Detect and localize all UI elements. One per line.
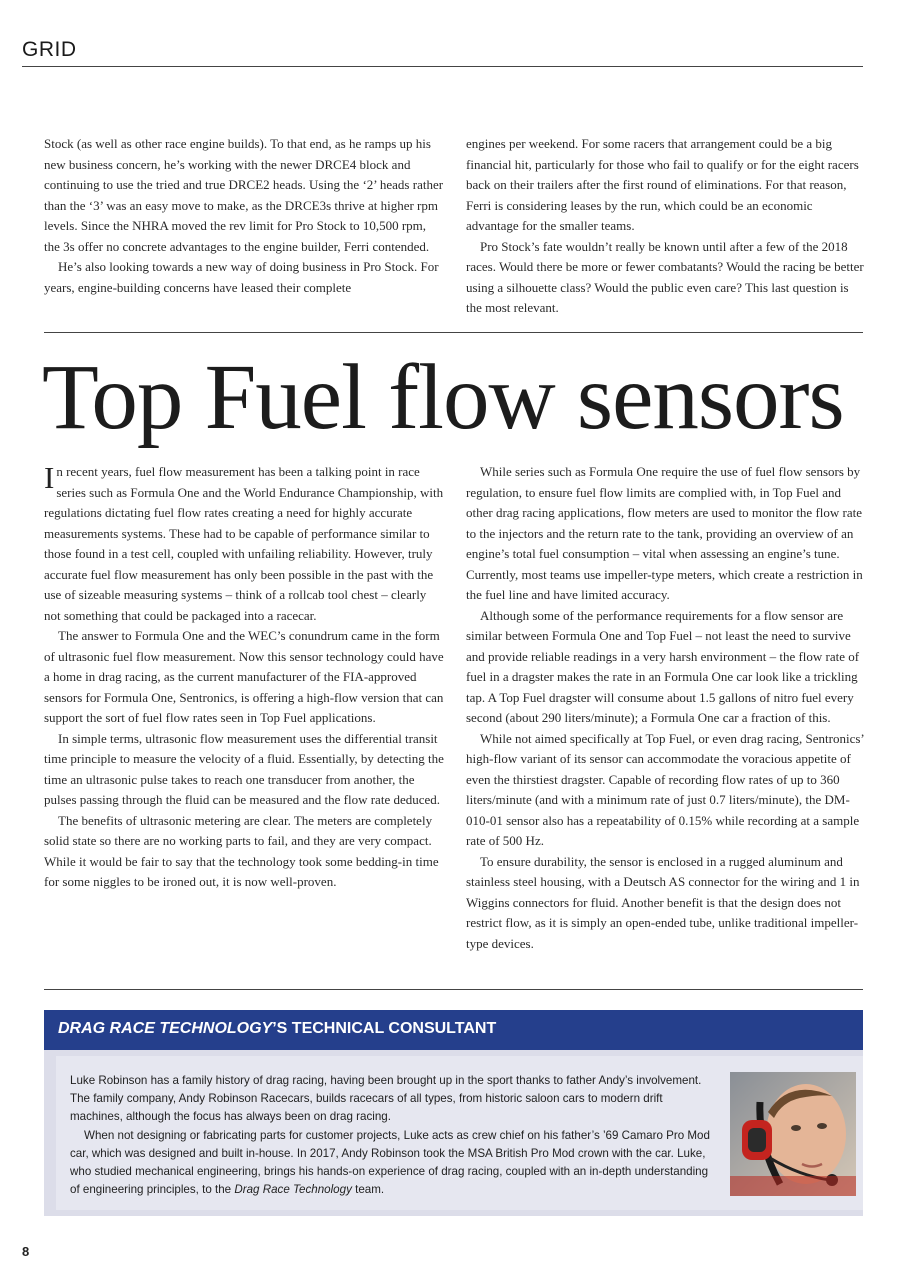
continued-paragraph: Pro Stock’s fate wouldn’t really be known until after a few of the 2018 races. Would there be more or fewer combatants? Would the racing be better using a silhouette class? Would the public even care? This last question is the most relevant. [466,238,864,315]
article-paragraph: The answer to Formula One and the WEC’s conundrum came in the form of ultrasonic fuel flow measurement. Now this sensor technology could have a home in drag racing, as the current manufacturer of the FIA-approved sensors for Formula One, Sentronics, is offering a high-flow version that can support the sort of fuel flow rates seen in Top Fuel applications. [44,628,444,725]
article-paragraph: Although some of the performance requirements for a flow sensor are similar between Formula One and Top Fuel – not least the need to survive and provide reliable readings in a very harsh environment – the flow rate of fuel in a dragster makes the rate in an Formula One car look like a trickling tap. A Top Fuel dragster will consume about 1.5 gallons of nitro fuel every second (about 290 liters/minute); a Formula One car a fraction of this. [466,607,860,725]
article-paragraph: The benefits of ultrasonic metering are clear. The meters are completely solid state so there are no working parts to fail, and they are very compact. While it would be fair to say that the technology took some bedding-in time for some niggles to be ironed out, it is now well-proven. [44,812,439,889]
consultant-magazine-name: Drag Race Technology [234,1183,352,1197]
drop-cap: I [44,460,55,495]
continued-paragraph: He’s also looking towards a new way of doing business in Pro Stock. For years, engine-building concerns have leased their complete [44,259,439,295]
consultant-paragraph-text: When not designing or fabricating parts for customer projects, Luke acts as crew chief on his father’s ’69 Camaro Pro Mod car, which was designed and built in-house. In 2017, Andy Robinson took the MSA British Pro Mod crown with the car. Luke, who studied mechanical engineering, brings his hands-on experience of drag racing, coupled with an in-depth understanding of engineering principles, to the [70,1128,710,1197]
consultant-paragraph [70,1127,710,1200]
continued-paragraph: Stock (as well as other race engine builds). To that end, as he ramps up his new business concern, he’s working with the newer DRCE4 block and continuing to use the tried and true DRCE2 heads. Using the ‘2’ heads rather than the ‘3’ was an easy move to make, as the DRCE3s thrive at higher rpm levels. Since the NHRA moved the rev limit for Pro Stock to 10,500 rpm, the 3s offer no concrete advantages to the engine builder, Ferri contended. [44,136,444,254]
person-headset-photo-icon [730,1072,856,1196]
article-paragraph: While not aimed specifically at Top Fuel, or even drag racing, Sentronics’ high-flow variant of its sensor can accommodate the voracious appetite of even the thirstiest dragster. Capable of recording flow rates of up to 360 liters/minute (and with a minimum rate of just 0.7 liters/minute), the DM-010-01 sensor also has a repeatability of 0.15% while recording at a sample rate of 500 Hz. [466,730,864,848]
article-headline: Top Fuel flow sensors [42,346,844,449]
consultant-box [44,1050,863,1216]
consultant-title [58,1020,496,1038]
consultant-photo [730,1072,856,1196]
article-paragraph-text: n recent years, fuel flow measurement has been a talking point in race series such as Formula One and the World Endurance Championship, with regulations dictating fuel flow rates creating a need for highly accurate measurements systems. These had to be capable of performance similar to those found in a test cell, coupled with unfailing reliability. However, truly accurate fuel flow measurement has only been possible in the past with the use of sizeable measuring systems – think of a rollcab tool chest – clearly not something that could be packaged into a racecar. [44,464,444,623]
article-paragraph: In simple terms, ultrasonic flow measurement uses the differential transit time principle to measure the velocity of a fluid. Essentially, by detecting the time an ultrasonic pulse takes to reach one transducer from another, the pulses passing through the fluid can be measured and the flow rate deduced. [44,730,444,807]
header-rule [22,66,863,67]
consultant-banner [44,1010,863,1050]
continued-left-column [44,134,444,298]
consultant-inner-panel [56,1056,863,1210]
article-divider-rule [44,332,863,333]
consultant-paragraph: Luke Robinson has a family history of drag racing, having been brought up in the sport thanks to father Andy’s involvement. The family company, Andy Robinson Racecars, builds racecars of all types, from historic saloon cars to modern drift machines, although the focus has always been on drag racing. [70,1074,702,1124]
section-label: GRID [22,38,77,61]
article-right-column [466,462,866,954]
article-paragraph: While series such as Formula One require the use of fuel flow sensors by regulation, to ensure fuel flow limits are complied with, in Top Fuel and other drag racing applications, flow meters are used to monitor the flow rate to the injectors and the return rate to the tank, providing an overview of an engine’s total fuel consumption – vital when assessing an engine’s tune. Currently, most teams use impeller-type meters, which create a restriction in the fuel line and have limited accuracy. [466,464,863,602]
consultant-bio [70,1072,710,1199]
article-left-column [44,462,444,893]
article-paragraph [44,462,444,626]
article-paragraph: To ensure durability, the sensor is enclosed in a rugged aluminum and stainless steel housing, with a Deutsch AS connector for the wiring and 1 in Wiggins connectors for fluid. Another benefit is that the design does not restrict flow, as it is simply an open-ended tube, unlike traditional impeller-type devices. [466,853,860,951]
consultant-title-rest: ’S TECHNICAL CONSULTANT [272,1020,497,1037]
page-number: 8 [22,1244,30,1259]
continued-paragraph: engines per weekend. For some racers that arrangement could be a big financial hit, particularly for those who fail to qualify or for the eight racers back on their trailers after the first round of eliminations. For that reason, Ferri is considering leases by the run, which could be an economic advantage for the smaller teams. [466,136,859,233]
continued-right-column [466,134,866,319]
consultant-paragraph-end: team. [351,1183,385,1197]
consultant-title-magazine: DRAG RACE TECHNOLOGY [58,1020,273,1037]
article-end-rule [44,989,863,990]
